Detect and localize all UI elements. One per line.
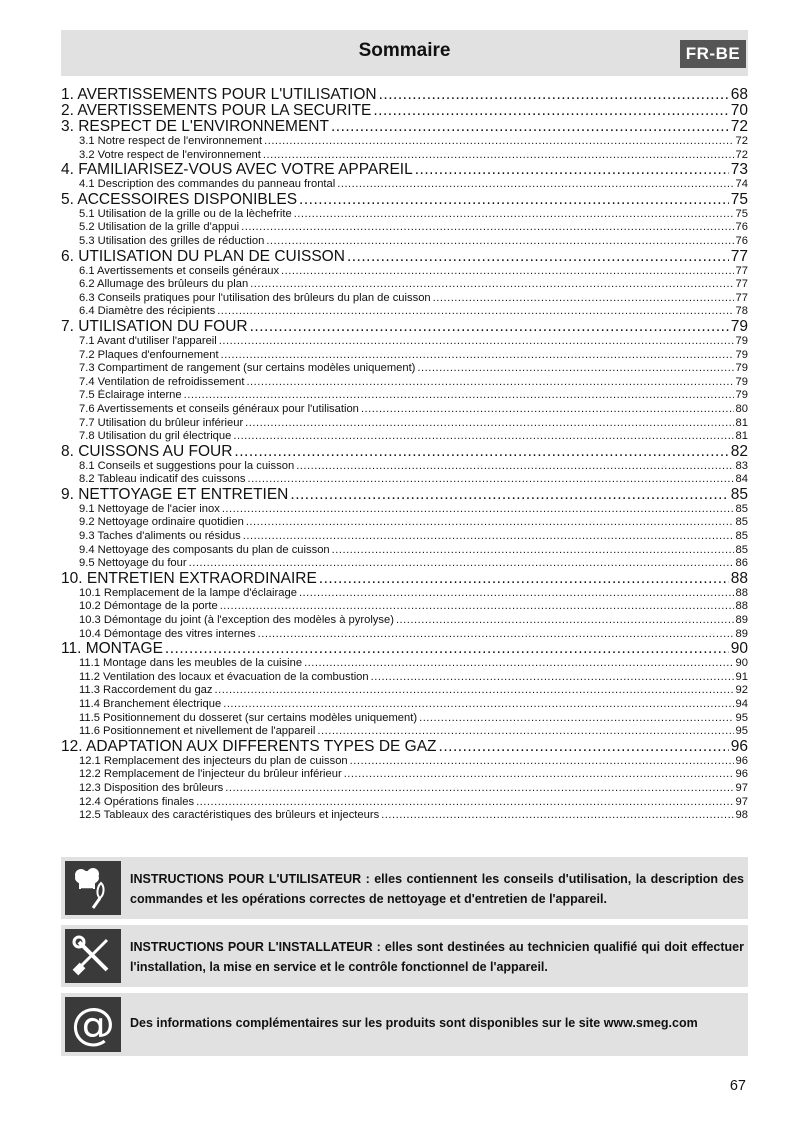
toc-entry-page: 91	[735, 670, 748, 683]
toc-entry-label: 4. FAMILIARISEZ-VOUS AVEC VOTRE APPAREIL	[61, 162, 413, 179]
toc-entry-page: 73	[730, 162, 748, 179]
toc-entry-page: 97	[735, 795, 748, 808]
toc-section-entry	[61, 430, 748, 444]
toc-leader-dots	[220, 600, 734, 614]
toc-section-entry	[61, 473, 748, 487]
toc-entry-label: 12.3 Disposition des brûleurs	[79, 781, 224, 794]
toc-entry-label: 12.5 Tableaux des caractéristiques des brûleurs et injecteurs	[79, 809, 380, 822]
toc-entry-page: 70	[730, 103, 748, 119]
toc-entry-page: 78	[735, 305, 748, 318]
toc-entry-page: 72	[735, 148, 748, 161]
language-badge: FR-BE	[680, 40, 746, 68]
toc-leader-dots	[184, 389, 734, 403]
toc-entry-label: 11.4 Branchement électrique	[79, 698, 222, 710]
toc-entry-page: 96	[730, 738, 748, 755]
toc-entry-page: 89	[735, 627, 748, 640]
toc-entry-page: 90	[735, 657, 748, 670]
toc-entry-page: 89	[735, 614, 748, 627]
toc-section-entry	[61, 403, 748, 417]
toc-section-entry	[61, 135, 748, 149]
toc-leader-dots	[299, 587, 734, 601]
toc-entry-page: 75	[735, 207, 748, 220]
toc-section-entry	[61, 796, 748, 810]
at-sign-icon: @	[65, 997, 121, 1052]
toc-entry-page: 77	[730, 248, 748, 265]
toc-leader-dots	[264, 135, 733, 149]
toc-leader-dots	[165, 641, 729, 657]
toc-leader-dots	[337, 178, 733, 192]
toc-leader-dots	[243, 530, 734, 544]
toc-section-entry	[61, 614, 748, 628]
toc-section-entry	[61, 278, 748, 292]
toc-section-entry	[61, 755, 748, 769]
toc-entry-label: 6.3 Conseils pratiques pour l'utilisation des brûleurs du plan de cuisson	[79, 291, 431, 304]
toc-leader-dots	[381, 809, 733, 823]
toc-entry-page: 85	[735, 516, 748, 529]
toc-section-entry	[61, 149, 748, 163]
toc-entry-page: 79	[735, 375, 748, 388]
toc-chapter-entry	[61, 641, 748, 657]
toc-entry-label: 7.2 Plaques d'enfournement	[79, 348, 219, 361]
toc-entry-page: 88	[730, 570, 748, 587]
toc-entry-label: 7.3 Compartiment de rangement (sur certains modèles uniquement)	[79, 362, 416, 375]
toc-leader-dots	[439, 739, 729, 755]
toc-entry-label: 10.4 Démontage des vitres internes	[79, 627, 256, 640]
toc-entry-label: 6. UTILISATION DU PLAN DE CUISSON	[61, 248, 345, 265]
toc-entry-label: 7.4 Ventilation de refroidissement	[79, 375, 245, 388]
toc-leader-dots	[250, 319, 729, 335]
toc-entry-page: 76	[735, 221, 748, 234]
toc-leader-dots	[250, 278, 733, 292]
toc-entry-label: 12.2 Remplacement de l'injecteur du brûleur inférieur	[79, 768, 342, 781]
toc-entry-page: 85	[735, 543, 748, 556]
table-of-contents	[61, 87, 748, 823]
toc-chapter-entry	[61, 487, 748, 503]
toc-chapter-entry	[61, 249, 748, 265]
toc-entry-label: 9.4 Nettoyage des composants du plan de cuisson	[79, 543, 330, 556]
toc-entry-label: 7.6 Avertissements et conseils généraux pour l'utilisation	[79, 402, 359, 415]
toc-entry-page: 79	[735, 348, 748, 361]
toc-entry-label: 8. CUISSONS AU FOUR	[61, 443, 233, 460]
toc-chapter-entry	[61, 319, 748, 335]
toc-chapter-entry	[61, 119, 748, 135]
toc-section-entry	[61, 712, 748, 726]
toc-entry-label: 7.8 Utilisation du gril électrique	[79, 430, 232, 443]
toc-entry-page: 77	[735, 278, 748, 291]
toc-entry-page: 86	[735, 557, 748, 570]
page-number: 67	[729, 1078, 746, 1094]
toc-entry-label: 8.2 Tableau indicatif des cuissons	[79, 473, 246, 486]
toc-leader-dots	[258, 628, 734, 642]
toc-entry-page: 97	[735, 781, 748, 794]
toc-section-entry	[61, 698, 748, 712]
toc-section-entry	[61, 503, 748, 517]
toc-section-entry	[61, 376, 748, 390]
toc-entry-label: 10.2 Démontage de la porte	[79, 600, 218, 613]
toc-leader-dots	[219, 335, 734, 349]
toc-leader-dots	[233, 430, 733, 444]
toc-entry-label: 11. MONTAGE	[61, 641, 163, 658]
installer-instructions-box	[61, 925, 748, 987]
toc-leader-dots	[215, 684, 734, 698]
toc-section-entry	[61, 362, 748, 376]
toc-leader-dots	[247, 473, 733, 487]
toc-leader-dots	[415, 162, 729, 178]
toc-leader-dots	[361, 403, 734, 417]
toc-entry-label: 12. ADAPTATION AUX DIFFERENTS TYPES DE GAZ	[61, 738, 437, 755]
toc-entry-label: 6.1 Avertissements et conseils généraux	[79, 264, 280, 277]
toc-entry-page: 95	[735, 725, 748, 738]
toc-leader-dots	[222, 503, 734, 517]
toc-section-entry	[61, 178, 748, 192]
toc-entry-page: 79	[735, 389, 748, 402]
toc-entry-label: 5.2 Utilisation de la grille d'appui	[79, 221, 240, 234]
chef-whisk-icon	[65, 861, 121, 915]
toc-section-entry	[61, 768, 748, 782]
toc-chapter-entry	[61, 192, 748, 208]
toc-section-entry	[61, 208, 748, 222]
toc-entry-page: 81	[735, 416, 748, 429]
toc-entry-page: 79	[735, 362, 748, 375]
toc-entry-label: 3.1 Notre respect de l'environnement	[79, 135, 263, 147]
toc-entry-label: 11.2 Ventilation des locaux et évacuation de la combustion	[79, 670, 369, 683]
toc-entry-page: 92	[735, 684, 748, 697]
toc-entry-label: 8.1 Conseils et suggestions pour la cuisson	[79, 459, 295, 472]
toc-leader-dots	[417, 362, 733, 376]
toc-chapter-entry	[61, 87, 748, 103]
toc-leader-dots	[347, 249, 729, 265]
toc-entry-label: 12.4 Opérations finales	[79, 795, 195, 808]
toc-entry-label: 6.2 Allumage des brûleurs du plan	[79, 278, 249, 291]
toc-leader-dots	[281, 265, 734, 279]
toc-entry-page: 81	[735, 430, 748, 443]
toc-entry-label: 7.7 Utilisation du brûleur inférieur	[79, 416, 244, 429]
toc-entry-label: 4.1 Description des commandes du panneau frontal	[79, 178, 336, 191]
toc-section-entry	[61, 516, 748, 530]
toc-leader-dots	[234, 444, 728, 460]
toc-entry-label: 5.3 Utilisation des grilles de réduction	[79, 234, 265, 247]
toc-entry-page: 85	[730, 486, 748, 503]
toc-leader-dots	[299, 192, 729, 208]
toc-leader-dots	[245, 417, 733, 431]
toc-entry-label: 6.4 Diamètre des récipients	[79, 305, 216, 318]
toc-section-entry	[61, 782, 748, 796]
toc-entry-label: 11.3 Raccordement du gaz	[79, 684, 213, 697]
toc-entry-page: 77	[735, 291, 748, 304]
toc-leader-dots	[331, 119, 729, 135]
toc-section-entry	[61, 671, 748, 685]
toc-section-entry	[61, 265, 748, 279]
toc-section-entry	[61, 684, 748, 698]
toc-leader-dots	[332, 544, 734, 558]
toc-entry-page: 79	[730, 318, 748, 335]
toc-entry-page: 85	[735, 530, 748, 543]
toc-section-entry	[61, 544, 748, 558]
toc-leader-dots	[344, 768, 734, 782]
toc-section-entry	[61, 292, 748, 306]
toc-entry-label: 7.1 Avant d'utiliser l'appareil	[79, 334, 217, 347]
toc-section-entry	[61, 235, 748, 249]
toc-entry-page: 80	[735, 402, 748, 415]
toc-section-entry	[61, 530, 748, 544]
toc-chapter-entry	[61, 444, 748, 460]
toc-chapter-entry	[61, 571, 748, 587]
toc-leader-dots	[419, 712, 733, 726]
toc-leader-dots	[371, 671, 734, 685]
toc-entry-page: 76	[735, 234, 748, 247]
toc-leader-dots	[350, 755, 734, 769]
toc-section-entry	[61, 587, 748, 601]
toc-section-entry	[61, 557, 748, 571]
header-bar	[61, 30, 748, 76]
toc-section-entry	[61, 305, 748, 319]
toc-entry-label: 2. AVERTISSEMENTS POUR LA SECURITE	[61, 103, 372, 119]
toc-leader-dots	[266, 235, 733, 249]
toc-section-entry	[61, 460, 748, 474]
toc-leader-dots	[290, 487, 728, 503]
toc-section-entry	[61, 349, 748, 363]
toc-entry-label: 5.1 Utilisation de la grille ou de la lèchefrite	[79, 207, 292, 220]
toc-section-entry	[61, 389, 748, 403]
toc-entry-page: 79	[735, 334, 748, 347]
toc-entry-page: 96	[735, 754, 748, 767]
toc-entry-label: 1. AVERTISSEMENTS POUR L'UTILISATION	[61, 87, 377, 103]
toc-entry-page: 83	[735, 459, 748, 472]
toc-leader-dots	[304, 657, 733, 671]
toc-entry-page: 85	[735, 502, 748, 515]
toc-entry-page: 72	[730, 119, 748, 135]
toc-entry-label: 12.1 Remplacement des injecteurs du plan de cuisson	[79, 754, 348, 767]
toc-entry-page: 90	[730, 641, 748, 658]
toc-section-entry	[61, 417, 748, 431]
toc-leader-dots	[317, 725, 733, 739]
toc-entry-label: 9.3 Taches d'aliments ou résidus	[79, 530, 241, 543]
toc-section-entry	[61, 628, 748, 642]
toc-entry-page: 68	[730, 87, 748, 103]
page-title: Sommaire	[358, 40, 451, 61]
toc-leader-dots	[217, 305, 733, 319]
toc-entry-label: 9.5 Nettoyage du four	[79, 557, 187, 570]
toc-chapter-entry	[61, 739, 748, 755]
toc-leader-dots	[379, 87, 729, 103]
toc-entry-label: 7.5 Éclairage interne	[79, 389, 182, 402]
more-info-text: Des informations complémentaires sur les produits sont disponibles sur le site www.smeg.com	[130, 1016, 698, 1030]
toc-chapter-entry	[61, 162, 748, 178]
toc-entry-page: 84	[735, 473, 748, 486]
toc-entry-label: 9.1 Nettoyage de l'acier inox	[79, 502, 220, 515]
toc-leader-dots	[246, 376, 733, 390]
more-info-box	[61, 993, 748, 1056]
toc-entry-label: 10.3 Démontage du joint (à l'exception des modèles à pyrolyse)	[79, 614, 394, 627]
toc-leader-dots	[373, 103, 728, 119]
toc-entry-page: 74	[735, 178, 748, 191]
toc-leader-dots	[221, 349, 734, 363]
toc-entry-label: 9. NETTOYAGE ET ENTRETIEN	[61, 486, 289, 503]
toc-entry-page: 94	[735, 698, 748, 710]
toc-section-entry	[61, 657, 748, 671]
toc-leader-dots	[263, 149, 734, 163]
toc-leader-dots	[225, 782, 733, 796]
toc-entry-label: 3. RESPECT DE L'ENVIRONNEMENT	[61, 119, 329, 135]
toc-section-entry	[61, 600, 748, 614]
wrench-screwdriver-icon	[65, 929, 121, 983]
toc-entry-page: 75	[730, 191, 748, 208]
toc-leader-dots	[189, 557, 734, 571]
toc-section-entry	[61, 335, 748, 349]
toc-leader-dots	[294, 208, 734, 222]
toc-leader-dots	[319, 571, 729, 587]
user-instructions-box	[61, 857, 748, 919]
toc-chapter-entry	[61, 103, 748, 119]
toc-entry-page: 98	[735, 809, 748, 822]
toc-entry-label: 11.1 Montage dans les meubles de la cuisine	[79, 657, 303, 670]
toc-section-entry	[61, 809, 748, 823]
toc-section-entry	[61, 221, 748, 235]
toc-entry-label: 11.6 Positionnement et nivellement de l'appareil	[79, 725, 316, 738]
user-instructions-text: INSTRUCTIONS POUR L'UTILISATEUR : elles contiennent les conseils d'utilisation, la description des commandes et les opérations correctes de nettoyage et d'entretien de l'appareil.	[130, 872, 744, 906]
toc-leader-dots	[396, 614, 734, 628]
toc-leader-dots	[241, 221, 733, 235]
toc-leader-dots	[196, 796, 733, 810]
toc-leader-dots	[433, 292, 734, 306]
toc-entry-label: 9.2 Nettoyage ordinaire quotidien	[79, 516, 244, 529]
toc-entry-page: 88	[735, 586, 748, 599]
toc-leader-dots	[223, 698, 733, 712]
toc-entry-label: 3.2 Votre respect de l'environnement	[79, 148, 261, 161]
toc-entry-page: 88	[735, 600, 748, 613]
toc-entry-label: 7. UTILISATION DU FOUR	[61, 318, 248, 335]
toc-entry-label: 5. ACCESSOIRES DISPONIBLES	[61, 191, 298, 208]
toc-entry-label: 11.5 Positionnement du dosseret (sur certains modèles uniquement)	[79, 711, 418, 724]
installer-instructions-text: INSTRUCTIONS POUR L'INSTALLATEUR : elles sont destinées au technicien qualifié qui doit effectuer l'installation, la mise en service et le contrôle fonctionnel de l'appareil.	[130, 940, 744, 974]
toc-entry-label: 10. ENTRETIEN EXTRAORDINAIRE	[61, 570, 317, 587]
toc-section-entry	[61, 725, 748, 739]
toc-entry-label: 10.1 Remplacement de la lampe d'éclairage	[79, 586, 297, 599]
toc-entry-page: 82	[730, 443, 748, 460]
toc-entry-page: 95	[735, 711, 748, 724]
toc-entry-page: 77	[735, 264, 748, 277]
toc-entry-page: 96	[735, 768, 748, 781]
toc-leader-dots	[246, 516, 734, 530]
toc-entry-page: 72	[735, 135, 748, 147]
toc-leader-dots	[296, 460, 733, 474]
